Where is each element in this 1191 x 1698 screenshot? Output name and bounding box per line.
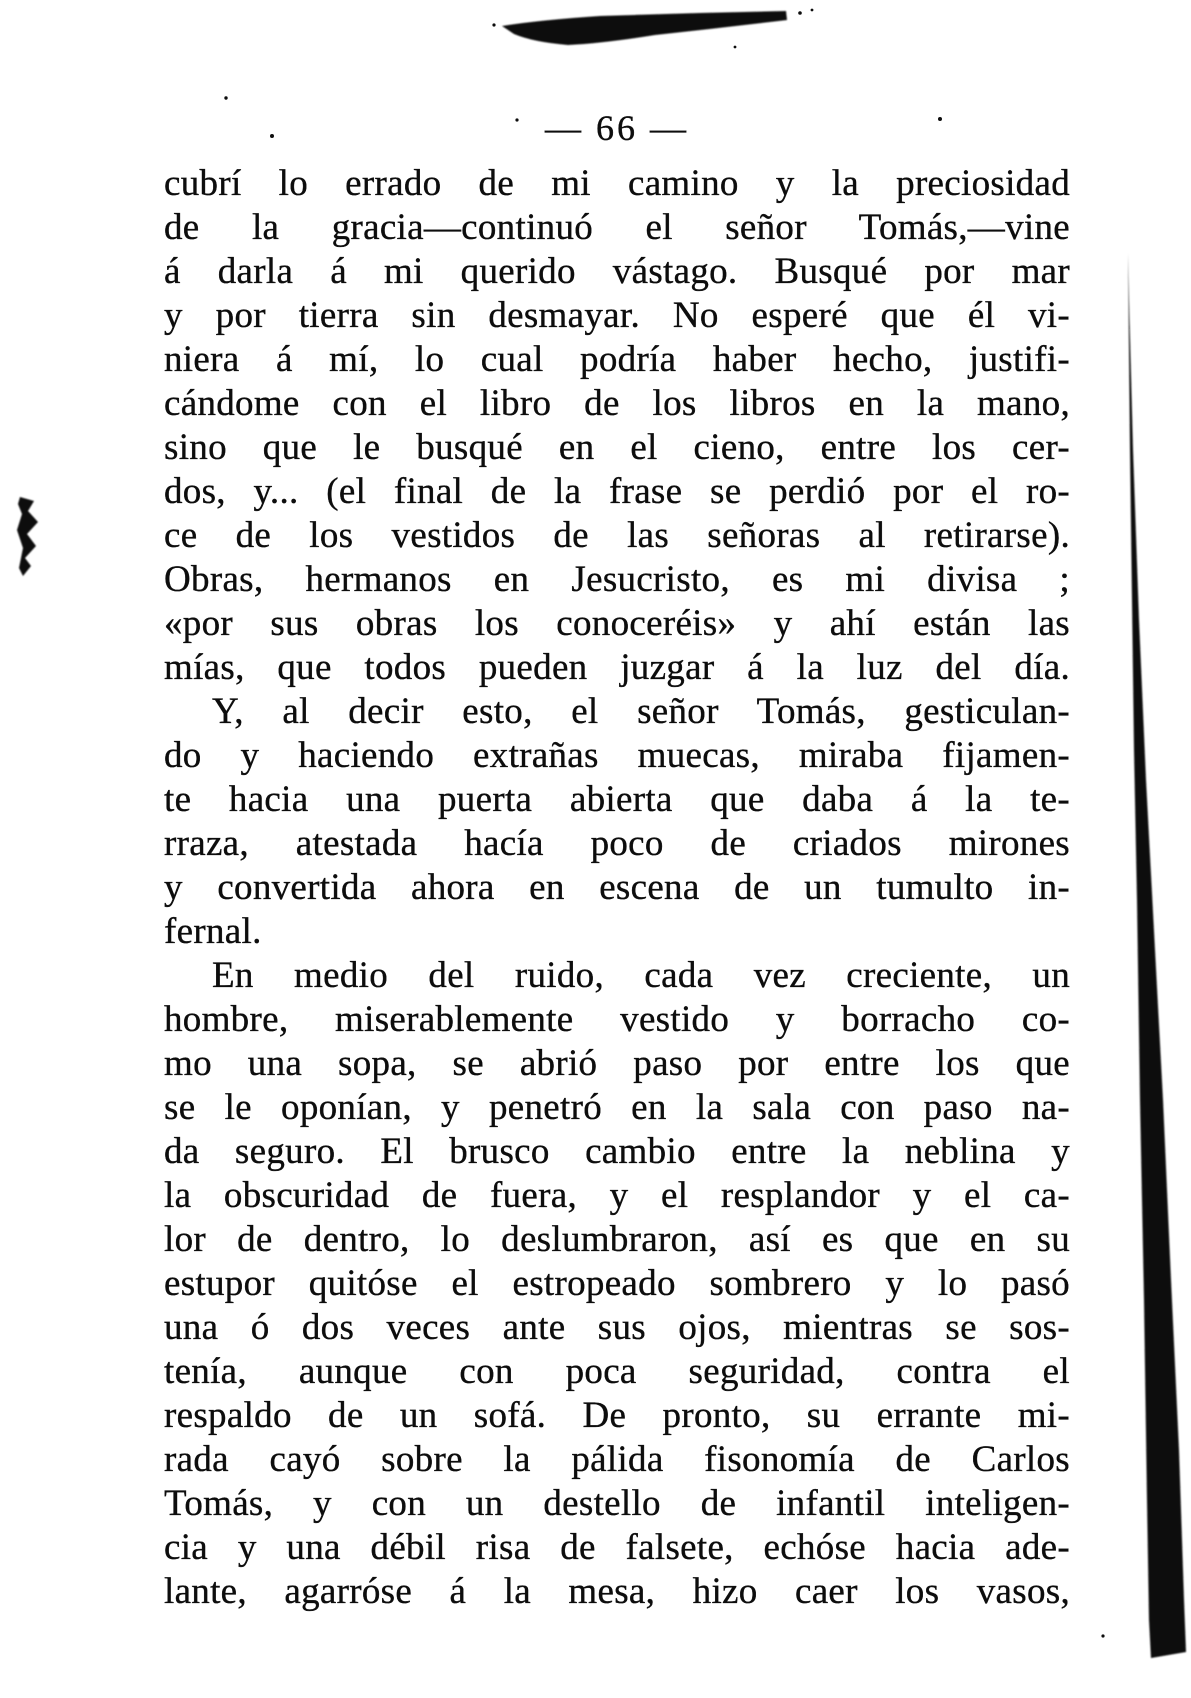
text-line: te hacia una puerta abierta que daba á la te- xyxy=(164,779,1070,820)
right-gutter-shadow-artifact xyxy=(1128,253,1186,1658)
text-line: rraza, atestada hacía poco de criados mirones xyxy=(164,823,1070,864)
text-line: Y, al decir esto, el señor Tomás, gesticulan- xyxy=(212,691,1070,732)
text-line: lante, agarróse á la mesa, hizo caer los vasos, xyxy=(164,1571,1070,1612)
text-line: cándome con el libro de los libros en la mano, xyxy=(164,383,1070,424)
text-line: y por tierra sin desmayar. No esperé que él vi- xyxy=(164,295,1070,336)
text-line: y convertida ahora en escena de un tumulto in- xyxy=(164,867,1070,908)
text-line: niera á mí, lo cual podría haber hecho, justifi- xyxy=(164,339,1070,380)
ink-speck xyxy=(798,11,802,15)
text-line: cubrí lo errado de mi camino y la preciosidad xyxy=(164,163,1070,204)
text-line: do y haciendo extrañas muecas, miraba fijamen- xyxy=(164,735,1070,776)
text-line: se le oponían, y penetró en la sala con paso na- xyxy=(164,1087,1070,1128)
text-line: hombre, miserablemente vestido y borracho co- xyxy=(164,999,1070,1040)
text-line: Obras, hermanos en Jesucristo, es mi divisa ; xyxy=(164,559,1070,600)
top-ink-smudge-artifact xyxy=(502,11,787,45)
text-line: á darla á mi querido vástago. Busqué por mar xyxy=(164,251,1070,292)
left-margin-blob-artifact xyxy=(17,497,38,576)
text-block xyxy=(164,162,1070,1614)
text-line: «por sus obras los conoceréis» y ahí están las xyxy=(164,603,1070,644)
text-line: mías, que todos pueden juzgar á la luz del día. xyxy=(164,647,1070,688)
text-line: sino que le busqué en el cieno, entre los cer- xyxy=(164,427,1070,468)
text-line: de la gracia—continuó el señor Tomás,—vine xyxy=(164,207,1070,248)
text-line: En medio del ruido, cada vez creciente, un xyxy=(212,955,1070,996)
text-line: Tomás, y con un destello de infantil inteligen- xyxy=(164,1483,1070,1524)
text-line: mo una sopa, se abrió paso por entre los que xyxy=(164,1043,1070,1084)
ink-speck xyxy=(1101,1634,1104,1637)
text-line: tenía, aunque con poca seguridad, contra el xyxy=(164,1351,1070,1392)
ink-speck xyxy=(224,96,227,99)
page-number-header: — 66 — xyxy=(545,108,689,148)
text-line: una ó dos veces ante sus ojos, mientras se sos- xyxy=(164,1307,1070,1348)
text-line: estupor quitóse el estropeado sombrero y lo pasó xyxy=(164,1263,1070,1304)
text-line: respaldo de un sofá. De pronto, su errante mi- xyxy=(164,1395,1070,1436)
ink-speck xyxy=(734,46,737,49)
text-line: dos, y... (el final de la frase se perdió por el ro- xyxy=(164,471,1070,512)
text-line: fernal. xyxy=(164,911,262,952)
text-line: rada cayó sobre la pálida fisonomía de Carlos xyxy=(164,1439,1070,1480)
text-line: lor de dentro, lo deslumbraron, así es que en su xyxy=(164,1219,1070,1260)
text-line: la obscuridad de fuera, y el resplandor y el ca- xyxy=(164,1175,1070,1216)
text-line: da seguro. El brusco cambio entre la neblina y xyxy=(164,1131,1070,1172)
ink-speck xyxy=(811,9,814,12)
ink-speck xyxy=(492,23,495,26)
text-line: cia y una débil risa de falsete, echóse hacia ade- xyxy=(164,1527,1070,1568)
text-line: ce de los vestidos de las señoras al retirarse). xyxy=(164,515,1070,556)
